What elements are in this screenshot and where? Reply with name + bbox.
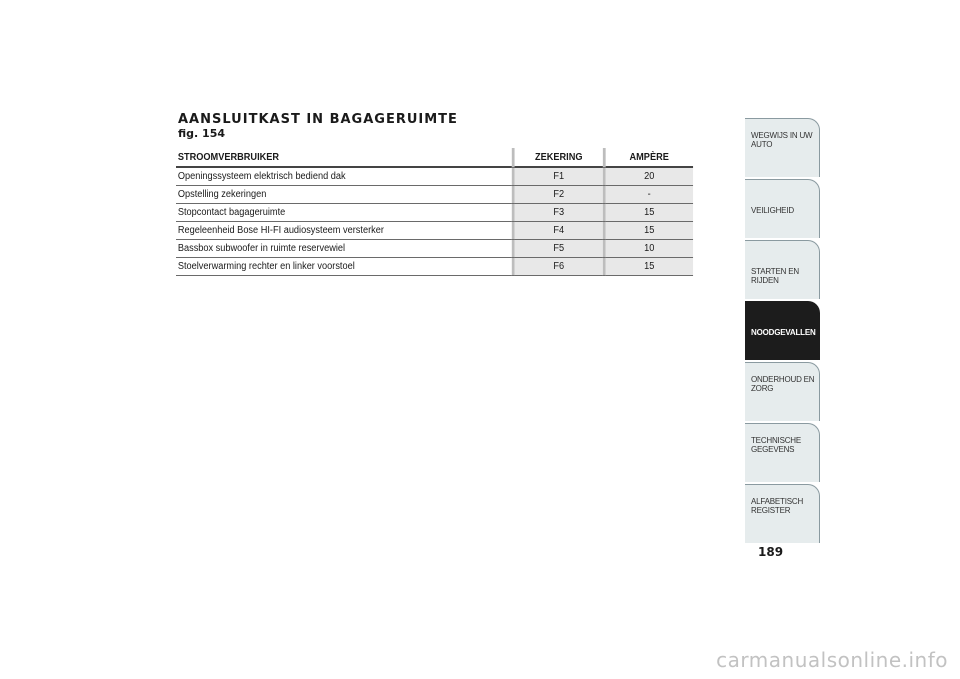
cell-fuse: F3 (515, 204, 603, 222)
watermark: carmanualsonline.info (716, 648, 948, 672)
tab-wegwijs[interactable]: WEGWIJS IN UW AUTO (745, 118, 820, 177)
cell-consumer: Bassbox subwoofer in ruimte reservewiel (176, 240, 512, 258)
cell-consumer: Openingssysteem elektrisch bediend dak (176, 167, 512, 186)
cell-consumer: Regeleenheid Bose HI-FI audiosysteem versterker (176, 222, 512, 240)
cell-fuse: F1 (515, 167, 603, 186)
tab-onderhoud-en-zorg[interactable]: ONDERHOUD EN ZORG (745, 362, 820, 421)
table-header-row (176, 148, 693, 167)
tab-veiligheid[interactable]: VEILIGHEID (745, 179, 820, 238)
fuse-table (176, 148, 693, 276)
cell-ampere: 20 (605, 167, 693, 186)
cell-ampere: 15 (605, 222, 693, 240)
tab-starten-en-rijden[interactable]: STARTEN EN RIJDEN (745, 240, 820, 299)
cell-ampere: - (605, 186, 693, 204)
table-row (176, 186, 693, 204)
page-number: 189 (758, 545, 784, 559)
table-row (176, 167, 693, 186)
cell-consumer: Opstelling zekeringen (176, 186, 512, 204)
column-header-ampere: AMPÈRE (605, 148, 693, 167)
cell-consumer: Stopcontact bagageruimte (176, 204, 512, 222)
table-row (176, 240, 693, 258)
figure-reference: fig. 154 (178, 127, 225, 140)
cell-fuse: F2 (515, 186, 603, 204)
cell-fuse: F4 (515, 222, 603, 240)
cell-ampere: 15 (605, 204, 693, 222)
cell-ampere: 10 (605, 240, 693, 258)
tab-technische-gegevens[interactable]: TECHNISCHE GEGEVENS (745, 423, 820, 482)
tab-alfabetisch-register[interactable]: ALFABETISCH REGISTER (745, 484, 820, 543)
cell-ampere: 15 (605, 258, 693, 276)
cell-fuse: F6 (515, 258, 603, 276)
column-header-consumer: STROOMVERBRUIKER (176, 148, 512, 167)
section-heading: AANSLUITKAST IN BAGAGERUIMTE (178, 112, 458, 127)
cell-fuse: F5 (515, 240, 603, 258)
chapter-tabs (745, 118, 820, 545)
tab-noodgevallen[interactable]: NOODGEVALLEN (745, 301, 820, 360)
column-header-fuse: ZEKERING (515, 148, 603, 167)
cell-consumer: Stoelverwarming rechter en linker voorstoel (176, 258, 512, 276)
table-row (176, 222, 693, 240)
table-row (176, 258, 693, 276)
table-row (176, 204, 693, 222)
